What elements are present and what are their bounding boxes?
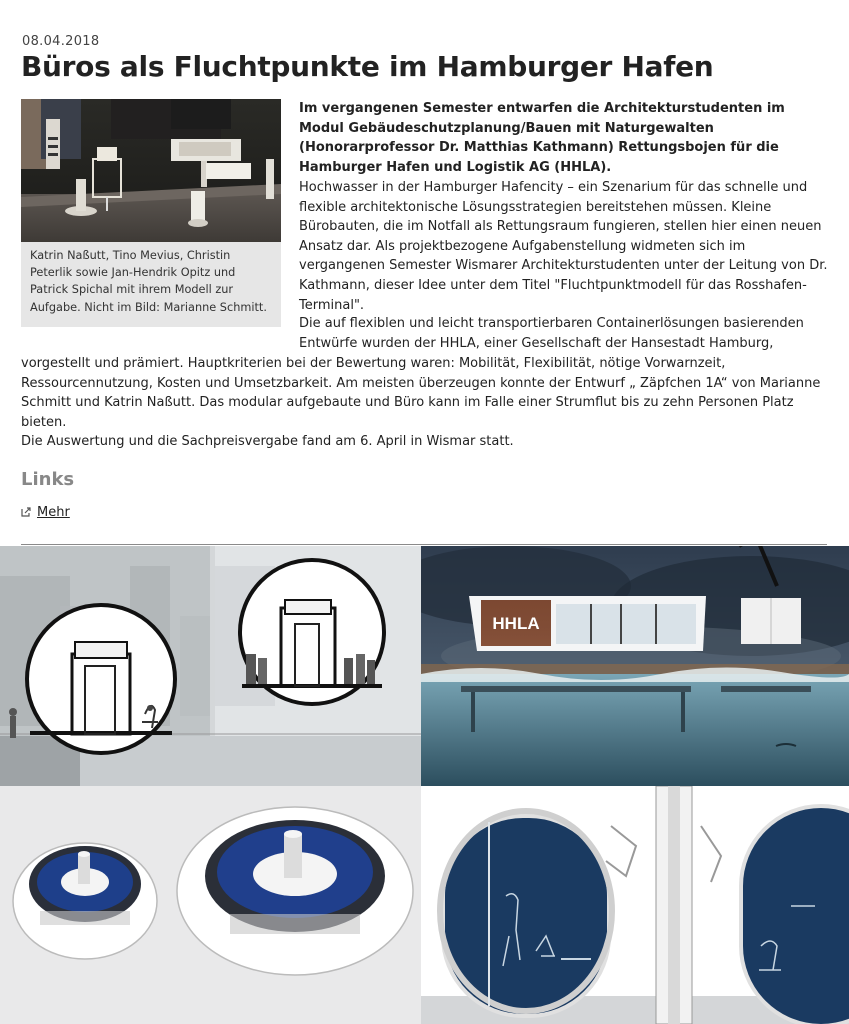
body-paragraph-2-start: Die auf flexiblen und leicht transportierbaren Containerlösungen basierenden Entwürfe wurden der HHLA, einer Gesellschaft der Hansestadt Hamburg, [299,316,804,351]
hhla-rendering-tile [421,546,849,786]
page-title: Büros als Fluchtpunkte im Hamburger Hafen [21,50,714,83]
link-label: Mehr [37,505,70,520]
links-heading: Links [21,469,75,490]
article-photo [21,99,281,242]
lead-paragraph: Im vergangenen Semester entwarfen die Architekturstudenten im Modul Gebäudeschutzplanung/Bauen mit Naturgewalten (Honorarprofessor Dr. Matthias Kathmann) Rettungsbojen für die Hamburger Hafen und Logistik AG (HHLA). [299,101,785,175]
body-paragraph-2-end: vorgestellt und prämiert. Hauptkriterien bei der Bewertung waren: Mobilität, Flexibilität, nötige Vorwarnzeit, Ressourcennutzung, Kosten und Umsetzbarkeit. Am meisten überzeugen konnte der Entwurf „ Zäpfchen 1A“ von Marianne Schmitt und Katrin Naßutt. Das modular aufgebaute und Büro kann im Falle einer Strumflut bis zu zehn Personen Platz bieten. [21,356,821,430]
divider [21,544,827,545]
external-link-icon [21,507,31,517]
body-paragraph-3: Die Auswertung und die Sachpreisvergabe fand am 6. April in Wismar statt. [21,434,514,449]
buoy-models-tile [0,786,421,1024]
hhla-label: HHLA [492,614,540,633]
section-drawing-tile [0,546,421,786]
design-gallery [0,546,849,1024]
interior-section-tile [421,786,849,1024]
article-date: 08.04.2018 [22,34,100,49]
article-figure [21,99,281,327]
image-caption: Katrin Naßutt, Tino Mevius, Christin Peterlik sowie Jan-Hendrik Opitz und Patrick Spichal mit ihrem Modell zur Aufgabe. Nicht im Bild: Marianne Schmitt. [30,249,267,314]
link-mehr[interactable] [21,505,70,520]
body-paragraph-1: Hochwasser in der Hamburger Hafencity – ein Szenarium für das schnelle und flexible architektonische Lösungsstrategien bereitstehen müssen. Kleine Bürobauten, die im Notfall als Rettungsraum fungieren, stellen hier einen neuen Ansatz dar. Als projektbezogene Aufgabenstellung widmeten sich im vergangenen Semester Wismarer Architekturstudenten unter der Leitung von Dr. Kathmann, dieser Idee unter dem Titel "Fluchtpunktmodell für das Rosshafen-Terminal". [299,180,828,313]
